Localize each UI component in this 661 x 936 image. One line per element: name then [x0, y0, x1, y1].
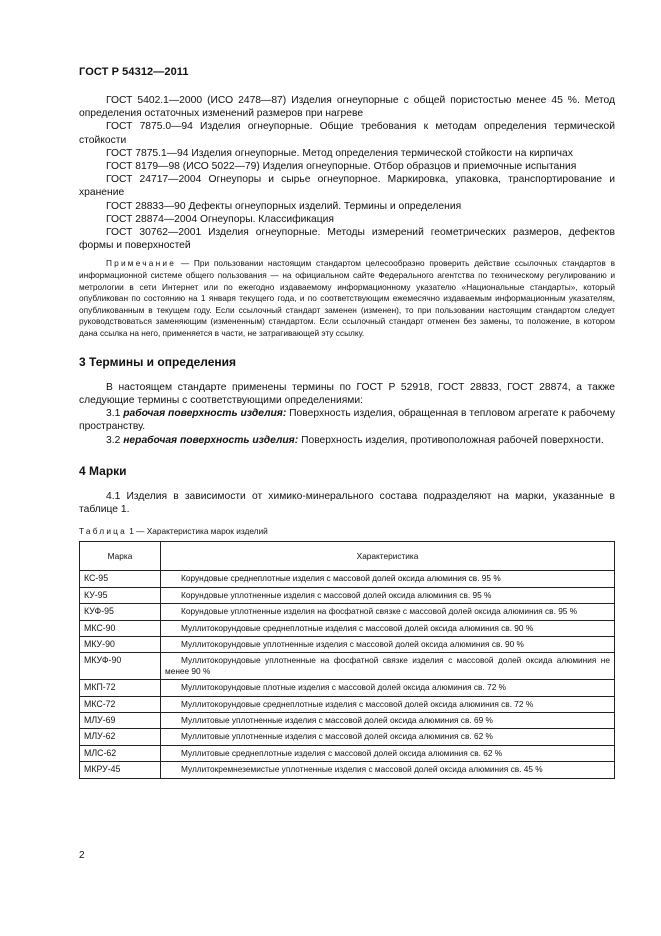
- term-name: рабочая поверхность изделия:: [123, 408, 287, 420]
- description-cell: Корундовые уплотненные изделия с массовой долей оксида алюминия св. 95 %: [161, 587, 615, 603]
- description-cell: Корундовые уплотненные изделия на фосфатной связке с массовой долей оксида алюминия св. 95 %: [161, 604, 615, 620]
- reference-item: ГОСТ 24717—2004 Огнеупоры и сырье огнеупорное. Маркировка, упаковка, транспортирование и хранение: [79, 174, 615, 199]
- section-4-title: 4 Марки: [79, 463, 127, 478]
- table-row: [80, 637, 615, 653]
- marks-table: [79, 541, 615, 778]
- section-3-intro: В настоящем стандарте применены термины по ГОСТ Р 52918, ГОСТ 28833, ГОСТ 28874, а также следующие термины с соответствующими определениями:: [79, 381, 615, 406]
- header-mark: Марка: [80, 542, 161, 571]
- mark-cell: МЛУ-62: [80, 729, 161, 745]
- reference-item: ГОСТ 28874—2004 Огнеупоры. Классификация: [106, 213, 334, 225]
- table-row: [80, 587, 615, 603]
- term-number: 3.2: [106, 434, 121, 446]
- description-cell: Муллитокорундовые среднеплотные изделия с массовой долей оксида алюминия св. 72 %: [161, 696, 615, 712]
- reference-item: ГОСТ 30762—2001 Изделия огнеупорные. Методы измерений геометрических размеров, дефектов формы и поверхностей: [79, 227, 615, 252]
- mark-cell: МКУ-90: [80, 637, 161, 653]
- section-4-intro: 4.1 Изделия в зависимости от химико-минерального состава подразделяют на марки, указанные в таблице 1.: [79, 491, 615, 516]
- description-cell: Корундовые среднеплотные изделия с массовой долей оксида алюминия св. 95 %: [161, 571, 615, 587]
- description-cell: Муллитокорундовые уплотненные на фосфатной связке изделия с массовой долей оксида алюминия не менее 90 %: [161, 653, 615, 680]
- table-row: [80, 604, 615, 620]
- table-row: [80, 620, 615, 636]
- reference-item: ГОСТ 7875.0—94 Изделия огнеупорные. Общие требования к методам определения термической стойкости: [79, 121, 615, 146]
- description-cell: Муллитокорундовые уплотненные изделия с массовой долей оксида алюминия св. 90 %: [161, 637, 615, 653]
- reference-item: ГОСТ 5402.1—2000 (ИСО 2478—87) Изделия огнеупорные с общей пористостью менее 45 %. Метод определения остаточных изменений размеров при нагреве: [79, 95, 615, 120]
- normative-references: [79, 94, 615, 252]
- description-cell: Муллитокорундовые плотные изделия с массовой долей оксида алюминия св. 72 %: [161, 680, 615, 696]
- page-number: 2: [79, 850, 85, 861]
- table-header-row: [80, 542, 615, 571]
- table-caption-label: Таблица: [79, 526, 127, 537]
- term-3-1: [79, 407, 615, 433]
- term-definition: Поверхность изделия, обращенная в тепловом агрегате к рабочему пространству.: [79, 408, 615, 433]
- table-row: [80, 571, 615, 587]
- mark-cell: МКС-90: [80, 620, 161, 636]
- note-label: Примечание: [106, 258, 177, 269]
- table-row: [80, 696, 615, 712]
- description-cell: Муллитовые уплотненные изделия с массовой долей оксида алюминия св. 69 %: [161, 713, 615, 729]
- mark-cell: МКРУ-45: [80, 762, 161, 778]
- document-header: ГОСТ Р 54312—2011: [79, 66, 189, 78]
- mark-cell: КС-95: [80, 571, 161, 587]
- term-definition: Поверхность изделия, противоположная рабочей поверхности.: [301, 434, 604, 446]
- table-caption-text: 1 — Характеристика марок изделий: [126, 526, 268, 537]
- references-note: [79, 258, 615, 339]
- table-row: [80, 729, 615, 745]
- reference-item: ГОСТ 8179—98 (ИСО 5022—79) Изделия огнеупорные. Отбор образцов и приемочные испытания: [106, 161, 577, 173]
- mark-cell: МЛУ-69: [80, 713, 161, 729]
- term-3-2: [79, 434, 615, 447]
- description-cell: Муллитовые среднеплотные изделия с массовой долей оксида алюминия св. 62 %: [161, 745, 615, 761]
- table-caption: [79, 526, 615, 537]
- note-text: — При пользовании настоящим стандартом целесообразно проверить действие ссылочных стандартов в информационной системе общего пользования — на официальном сайте Федерального агентства по техническому регулированию и метрологии в сети Интернет или по ежегодно издаваемому информационному указателю «Национальные стандарты», который опубликован по состоянию на 1 января текущего года, и по соответствующим ежемесячно издаваемым информационным указателям, опубликованным в текущем году. Если ссылочный стандарт заменен (изменен), то при пользовании настоящим стандартом следует руководствоваться заменяющим (измененным) стандартом. Если ссылочный стандарт отменен без замены, то положение, в котором дана ссылка на него, применяется в части, не затрагивающей эту ссылку.: [79, 258, 615, 338]
- mark-cell: МКП-72: [80, 680, 161, 696]
- mark-cell: МКС-72: [80, 696, 161, 712]
- table-row: [80, 653, 615, 680]
- term-number: 3.1: [106, 408, 121, 420]
- mark-cell: МЛС-62: [80, 745, 161, 761]
- document-body: [79, 94, 615, 779]
- mark-cell: КУФ-95: [80, 604, 161, 620]
- term-name: нерабочая поверхность изделия:: [123, 434, 299, 446]
- reference-item: ГОСТ 28833—90 Дефекты огнеупорных изделий. Термины и определения: [106, 200, 462, 212]
- mark-cell: КУ-95: [80, 587, 161, 603]
- description-cell: Муллитовые уплотненные изделия с массовой долей оксида алюминия св. 62 %: [161, 729, 615, 745]
- table-row: [80, 713, 615, 729]
- table-row: [80, 762, 615, 778]
- mark-cell: МКУФ-90: [80, 653, 161, 680]
- header-characteristic: Характеристика: [161, 542, 615, 571]
- reference-item: ГОСТ 7875.1—94 Изделия огнеупорные. Метод определения термической стойкости на кирпичах: [106, 147, 573, 159]
- section-3-title: 3 Термины и определения: [79, 354, 237, 369]
- table-row: [80, 680, 615, 696]
- description-cell: Муллитокремнеземистые уплотненные изделия с массовой долей оксида алюминия св. 45 %: [161, 762, 615, 778]
- table-row: [80, 745, 615, 761]
- description-cell: Муллитокорундовые среднеплотные изделия с массовой долей оксида алюминия св. 90 %: [161, 620, 615, 636]
